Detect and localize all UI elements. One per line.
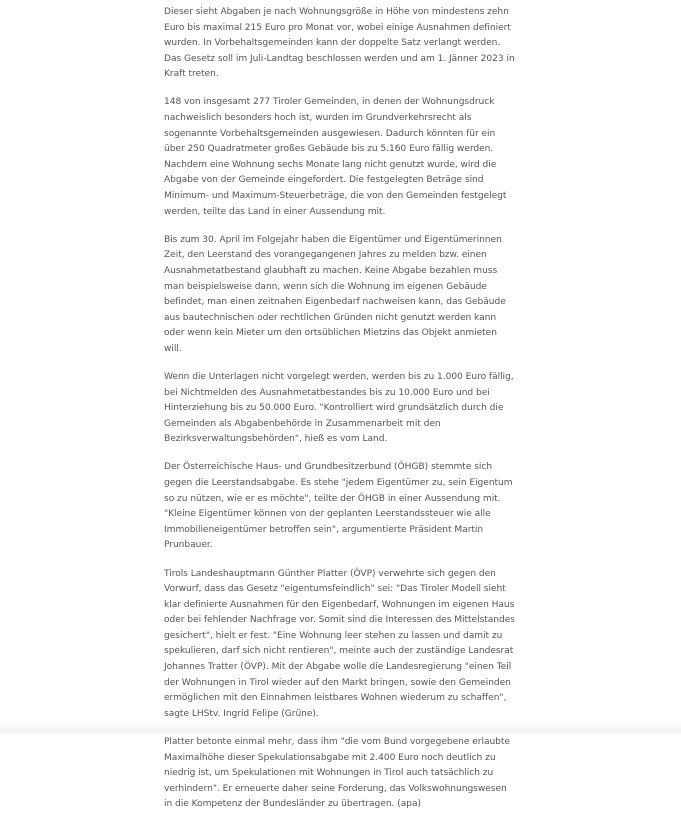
article-paragraph: Dieser sieht Abgaben je nach Wohnungsgröße in Höhe von mindestens zehn Euro bis maximal 215 Euro pro Monat vor, wobei einige Ausnahmen definiert wurden. In Vorbehaltsgemeinden kann der doppelte Satz verlangt werden. Das Gesetz soll im Juli-Landtag beschlossen werden und am 1. Jänner 2023 in Kraft treten. [164, 7, 515, 80]
article-paragraph: Tirols Landeshauptmann Günther Platter (ÖVP) verwehrte sich gegen den Vorwurf, dass das Gesetz "eigentumsfeindlich" sei: "Das Tiroler Modell sieht klar definierte Ausnahmen für den Eigenbedarf, Wohnungen im eigenen Haus oder bei fehlender Nachfrage vor. Somit sind die Interessen des Mittelstandes gesichert", hielt er fest. "Eine Wohnung leer stehen zu lassen und damit zu spekulieren, darf sich nicht rentieren", meinte auch der zuständige Landesrat Johannes Tratter (ÖVP). Mit der Abgabe wolle die Landesregierung "einen Teil der Wohnungen in Tirol wieder auf den Markt bringen, sowie den Gemeinden ermöglichen mit den Einnahmen leistbares Wohnen wiederum zu schaffen", sagte LHStv. Ingrid Felipe (Grüne). [164, 568, 515, 719]
article-paragraph: Wenn die Unterlagen nicht vorgelegt werden, werden bis zu 1.000 Euro fällig, bei Nichtmelden des Ausnahmetatbestandes bis zu 10.000 Euro und bei Hinterziehung bis zu 50.000 Euro. "Kontrolliert wird grundsätzlich durch die Gemeinden als Abgabenbehörde in Zusammenarbeit mit den Bezirksverwaltungsbehörden", hieß es vom Land. [164, 371, 514, 445]
bottom-fade [0, 719, 681, 733]
article-paragraph: Bis zum 30. April im Folgejahr haben die Eigentümer und Eigentümerinnen Zeit, den Leerstand des vorangegangenen Jahres zu melden bzw. einen Ausnahmetatbestand glaubhaft zu machen. Keine Abgabe bezahlen muss man beispielsweise dann, wenn sich die Wohnung im eigenen Gebäude befindet, man einen zeitnahen Eigenbedarf nachweisen kann, das Gebäude aus bautechnischen oder rechtlichen Gründen nicht genutzt werden kann oder wenn kein Mieter um den ortsüblichen Mietzins das Objekt anmieten will. [164, 234, 506, 354]
article-paragraph: 148 von insgesamt 277 Tiroler Gemeinden, in denen der Wohnungsdruck nachweislich besonders hoch ist, wurden im Grundverkehrsrecht als sogenannte Vorbehaltsgemeinden ausgewiesen. Dadurch könnten für ein über 250 Quadratmeter großes Gebäude bis zu 5.160 Euro fällig werden. Nachdem eine Wohnung sechs Monate lang nicht genutzt wurde, wird die Abgabe von der Gemeinde eingefordert. Die festgelegten Beträge sind Minimum- und Maximum-Steuerbeträge, die von den Gemeinden festgelegt werden, teilte das Land in einer Aussendung mit. [164, 97, 507, 217]
article-body [164, 5, 516, 825]
article-paragraph: Der Österreichische Haus- und Grundbesitzerbund (ÖHGB) stemmte sich gegen die Leerstandsabgabe. Es stehe "jedem Eigentümer zu, sein Eigentum so zu nützen, wie er es möchte", teilte der ÖHGB in einer Aussendung mit. "Kleine Eigentümer können von der geplanten Leerstandssteuer wie alle Immobilieneigentümer betroffen sein", argumentierte Präsident Martin Prunbauer. [164, 462, 513, 551]
article-paragraph: Platter betonte einmal mehr, dass ihm "die vom Bund vorgegebene erlaubte Maximalhöhe dieser Spekulationsabgabe mit 2.400 Euro noch deutlich zu niedrig ist, um Spekulationen mit Wohnungen in Tirol auch tatsächlich zu verhindern". Er erneuerte daher seine Forderung, das Volkswohnungswesen in die Kompetenz der Bundesländer zu übertragen. (apa) [164, 736, 510, 810]
